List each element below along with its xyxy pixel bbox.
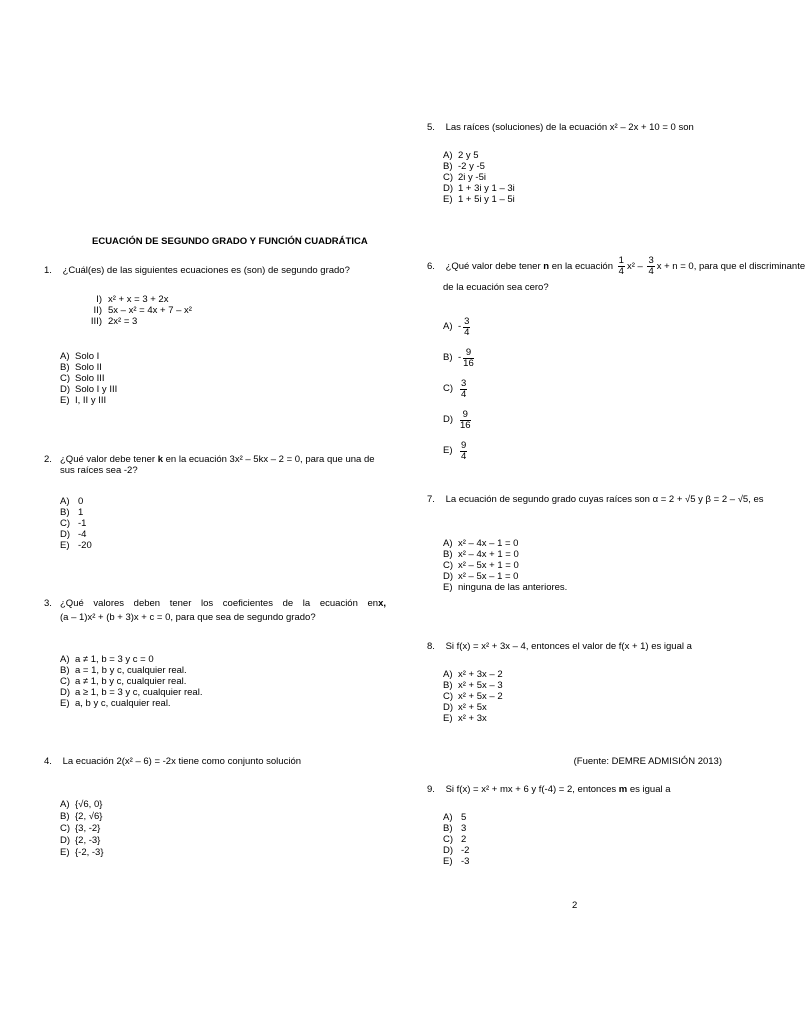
question-4 xyxy=(44,757,301,768)
page-number: 2 xyxy=(572,900,578,911)
option-letter: A) xyxy=(60,799,70,810)
fraction-denominator: 16 xyxy=(463,358,474,369)
question-text-a: ¿Qué valor debe tener xyxy=(445,261,541,273)
option-letter: D) xyxy=(60,383,71,395)
option-letter: C) xyxy=(443,833,454,845)
q9-options xyxy=(443,813,469,868)
statement-expr: x² + x = 3 + 2x xyxy=(108,294,169,305)
option-letter: B) xyxy=(443,679,453,691)
option-text: -20 xyxy=(78,539,92,551)
option-text: x² – 5x – 1 = 0 xyxy=(458,570,519,582)
option-c xyxy=(443,374,476,405)
option-letter: E) xyxy=(60,394,70,406)
statement xyxy=(84,317,192,328)
option-text: Solo I xyxy=(75,351,100,362)
fraction xyxy=(460,379,467,400)
question-7 xyxy=(427,495,764,506)
option-e xyxy=(443,714,503,725)
option-text: 2 y 5 xyxy=(458,150,479,161)
fraction xyxy=(647,256,654,277)
question-text: Las raíces (soluciones) de la ecuación x² – 2x + 10 = 0 son xyxy=(445,122,694,133)
option-sign: - xyxy=(458,321,462,333)
option-b xyxy=(60,811,104,823)
question-text xyxy=(60,455,380,477)
question-text-a: Si f(x) = x² + mx + 6 y f(-4) = 2, entonces xyxy=(445,784,617,795)
option-letter: D) xyxy=(60,834,71,846)
question-number: 4. xyxy=(44,756,52,767)
fraction-numerator: 1 xyxy=(618,255,624,266)
option-e xyxy=(60,699,202,710)
question-text: La ecuación 2(x² – 6) = -2x tiene como conjunto solución xyxy=(62,756,302,767)
option-text: -4 xyxy=(78,528,87,540)
option-text: 5 xyxy=(461,812,467,823)
q1-options xyxy=(60,352,117,407)
option-text: {√6, 0} xyxy=(75,799,103,810)
option-letter: E) xyxy=(60,846,70,858)
statement-roman: I) xyxy=(96,294,102,305)
option-letter: A) xyxy=(60,654,70,665)
source-citation: (Fuente: DEMRE ADMISIÓN 2013) xyxy=(573,756,722,767)
option-text: x² + 3x – 2 xyxy=(458,669,503,680)
option-letter: A) xyxy=(443,150,453,161)
option-text: x² + 5x xyxy=(458,701,487,713)
option-letter: E) xyxy=(443,581,453,593)
option-letter: D) xyxy=(443,570,454,582)
option-e xyxy=(60,396,117,407)
fraction xyxy=(460,410,471,431)
question-text: Si f(x) = x² + 3x – 4, entonces el valor de f(x + 1) es igual a xyxy=(445,641,692,652)
option-text: {-2, -3} xyxy=(75,846,104,858)
option-text: x² – 4x + 1 = 0 xyxy=(458,548,519,560)
option-text: {2, √6} xyxy=(75,810,103,822)
option-text: Solo I y III xyxy=(75,383,118,395)
question-3 xyxy=(44,599,52,610)
option-text: 1 + 5i y 1 – 5i xyxy=(458,193,515,205)
question-2 xyxy=(44,455,52,466)
option-e xyxy=(443,583,567,594)
option-letter: A) xyxy=(443,669,453,680)
option-e xyxy=(60,541,92,552)
option-letter: A) xyxy=(443,812,453,823)
option-text: 1 + 3i y 1 – 3i xyxy=(458,182,515,194)
option-text: a, b y c, cualquier real. xyxy=(75,697,171,709)
option-text: 2 xyxy=(461,833,467,845)
q2-options xyxy=(60,497,92,552)
option-letter: C) xyxy=(443,171,454,183)
question-text-b: en la ecuación 3x² – 5kx – 2 = 0, para que una de sus raíces sea -2? xyxy=(60,454,375,476)
option-text: a ≠ 1, b y c, cualquier real. xyxy=(75,675,187,687)
fraction-denominator: 4 xyxy=(648,266,654,277)
option-letter: B) xyxy=(443,548,453,560)
option-text: x² + 3x xyxy=(458,712,487,724)
option-letter: B) xyxy=(443,352,453,364)
fraction-numerator: 3 xyxy=(461,378,467,389)
question-text-b: (a – 1)x² + (b + 3)x + c = 0, para que sea de segundo grado? xyxy=(60,612,316,623)
question-number: 2. xyxy=(44,454,52,465)
fraction-denominator: 4 xyxy=(461,451,467,462)
question-text-a: ¿Qué valores deben tener los coeficientes de la ecuación en xyxy=(60,598,379,609)
option-letter: B) xyxy=(443,160,453,172)
question-number: 8. xyxy=(427,641,435,652)
option-letter: C) xyxy=(443,383,454,395)
option-letter: B) xyxy=(60,506,70,518)
question-number: 5. xyxy=(427,122,435,133)
question-text: La ecuación de segundo grado cuyas raíces son α = 2 + √5 y β = 2 – √5, es xyxy=(445,494,764,505)
question-9 xyxy=(427,785,671,796)
fraction-numerator: 9 xyxy=(461,440,467,451)
q3-options xyxy=(60,655,202,710)
question-text-c: x + n = 0, para que el discriminante xyxy=(656,261,805,273)
option-letter: A) xyxy=(443,321,453,333)
option-letter: B) xyxy=(60,664,70,676)
statement-expr: 2x² = 3 xyxy=(108,315,138,327)
q7-options xyxy=(443,539,567,594)
option-text: ninguna de las anteriores. xyxy=(458,581,568,593)
option-text: -2 y -5 xyxy=(458,160,485,172)
option-letter: D) xyxy=(60,686,71,698)
question-text-line-1 xyxy=(60,598,387,610)
q5-options xyxy=(443,151,515,206)
option-text: a ≥ 1, b = 3 y c, cualquier real. xyxy=(75,686,203,698)
question-number: 6. xyxy=(427,261,435,273)
option-text: -3 xyxy=(461,855,470,867)
option-sign: - xyxy=(458,352,462,364)
question-8 xyxy=(427,642,692,653)
option-e xyxy=(60,847,104,859)
question-number: 3. xyxy=(44,598,52,609)
fraction-denominator: 4 xyxy=(461,389,467,400)
question-text: ¿Cuál(es) de las siguientes ecuaciones es (son) de segundo grado? xyxy=(62,265,350,276)
option-letter: C) xyxy=(60,822,71,834)
question-text-d: de la ecuación sea cero? xyxy=(443,282,549,293)
question-text-mid: x² – xyxy=(626,261,643,273)
question-number: 1. xyxy=(44,265,52,276)
option-text: Solo III xyxy=(75,372,105,384)
statement-roman: III) xyxy=(90,315,102,327)
option-text: x² – 5x + 1 = 0 xyxy=(458,559,519,571)
option-letter: D) xyxy=(443,182,454,194)
question-6 xyxy=(427,256,805,277)
option-letter: E) xyxy=(60,539,70,551)
question-5 xyxy=(427,123,694,134)
question-text-a: ¿Qué valor debe tener xyxy=(60,454,156,465)
statement-expr: 5x – x² = 4x + 7 – x² xyxy=(108,304,192,316)
option-a xyxy=(443,312,476,343)
option-text: -2 xyxy=(461,844,470,856)
option-letter: A) xyxy=(60,351,70,362)
q1-statements xyxy=(84,295,192,328)
question-text-b: es igual a xyxy=(629,784,671,795)
option-letter: C) xyxy=(60,372,71,384)
option-letter: E) xyxy=(60,697,70,709)
page-title: ECUACIÓN DE SEGUNDO GRADO Y FUNCIÓN CUADRÁTICA xyxy=(92,236,368,247)
fraction xyxy=(460,441,467,462)
fraction xyxy=(463,317,470,338)
option-text: x² – 4x – 1 = 0 xyxy=(458,538,519,549)
fraction-numerator: 9 xyxy=(463,348,474,359)
question-number: 7. xyxy=(427,494,435,505)
option-letter: E) xyxy=(443,193,453,205)
option-text: 1 xyxy=(78,506,84,518)
q4-options xyxy=(60,799,104,858)
option-e xyxy=(443,436,476,467)
q6-options xyxy=(443,312,476,467)
statement-roman: II) xyxy=(93,304,102,316)
option-letter: C) xyxy=(60,517,71,529)
option-text: 0 xyxy=(78,496,84,507)
option-text: x² + 5x – 2 xyxy=(458,690,503,702)
option-letter: E) xyxy=(443,855,453,867)
option-letter: B) xyxy=(443,822,453,834)
option-text: {3, -2} xyxy=(75,822,101,834)
variable: n xyxy=(543,261,550,273)
option-letter: E) xyxy=(443,712,453,724)
option-letter: C) xyxy=(60,675,71,687)
option-letter: D) xyxy=(443,701,454,713)
question-text-line-2 xyxy=(60,613,316,624)
option-text: a ≠ 1, b = 3 y c = 0 xyxy=(75,654,154,665)
question-1 xyxy=(44,266,350,277)
option-e xyxy=(443,195,515,206)
option-text: 2i y -5i xyxy=(458,171,486,183)
option-b xyxy=(443,343,476,374)
question-text-b: en la ecuación xyxy=(551,261,614,273)
option-letter: C) xyxy=(443,559,454,571)
option-letter: A) xyxy=(443,538,453,549)
fraction-numerator: 9 xyxy=(460,410,471,421)
option-letter: B) xyxy=(60,810,70,822)
option-text: {2, -3} xyxy=(75,834,101,846)
option-letter: B) xyxy=(60,361,70,373)
option-d xyxy=(443,405,476,436)
option-letter: E) xyxy=(443,445,453,457)
fraction-numerator: 3 xyxy=(648,255,654,266)
option-letter: C) xyxy=(443,690,454,702)
option-text: 3 xyxy=(461,822,467,834)
option-letter: D) xyxy=(443,844,454,856)
option-text: Solo II xyxy=(75,361,102,373)
question-number: 9. xyxy=(427,784,435,795)
fraction-numerator: 3 xyxy=(464,316,470,327)
variable: x, xyxy=(378,598,387,609)
option-d xyxy=(60,835,104,847)
variable: k xyxy=(157,454,163,465)
variable: m xyxy=(618,784,628,795)
option-letter: D) xyxy=(443,414,454,426)
option-e xyxy=(443,857,469,868)
option-text: I, II y III xyxy=(75,394,107,406)
q8-options xyxy=(443,670,503,725)
fraction xyxy=(618,256,625,277)
option-a xyxy=(60,799,104,811)
fraction xyxy=(463,348,474,369)
option-letter: D) xyxy=(60,528,71,540)
fraction-denominator: 4 xyxy=(618,266,624,277)
fraction-denominator: 16 xyxy=(460,420,471,431)
option-text: a = 1, b y c, cualquier real. xyxy=(75,664,187,676)
option-text: -1 xyxy=(78,517,87,529)
option-text: x² + 5x – 3 xyxy=(458,679,503,691)
option-c xyxy=(60,823,104,835)
option-letter: A) xyxy=(60,496,70,507)
fraction-denominator: 4 xyxy=(464,327,470,338)
